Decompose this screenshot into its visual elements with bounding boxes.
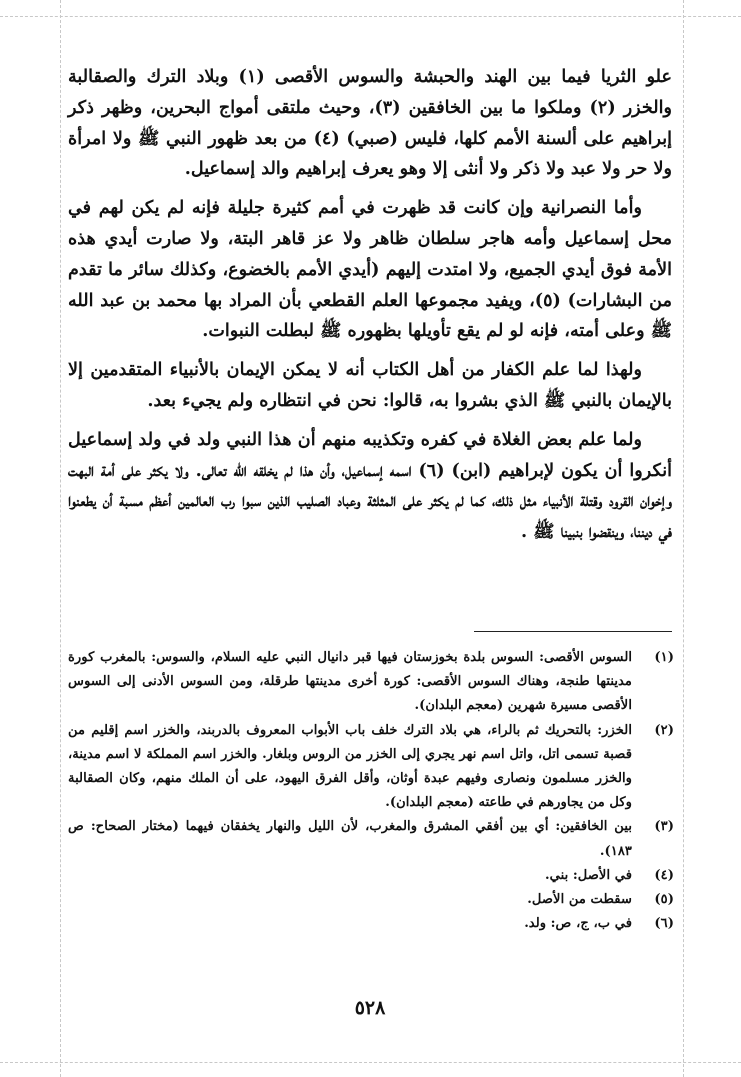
footnotes: [68, 646, 674, 936]
footnote-text: بين الخافقين: أي بين أفقي المشرق والمغرب، لأن الليل والنهار يخفقان فيهما (مختار الصحاح: ص ١٨٣).: [68, 819, 632, 859]
footnote-number: (٥): [654, 892, 674, 908]
footnote-item: [68, 719, 674, 816]
footnote-text: في ب، ج، ص: ولد.: [524, 916, 632, 932]
guide-line-bottom: [0, 1062, 741, 1063]
footnote-separator: [474, 631, 672, 632]
footnote-number: (٤): [654, 867, 674, 883]
guide-line-right: [683, 0, 684, 1077]
main-text: [68, 62, 672, 556]
footnote-item: [68, 864, 674, 888]
footnote-item: [68, 815, 674, 863]
footnote-item: [68, 888, 674, 912]
guide-line-top: [0, 16, 741, 17]
body-paragraph-2: وأما النصرانية وإن كانت قد ظهرت في أمم كثيرة جليلة فإنه لم يكن لهم في محل إسماعيل وأمه هاجر سلطان ظاهر ولا عز قاهر البتة، ولا صارت أيدي هذه الأمة فوق أيدي الجميع، ولا امتدت إليهم (أيدي الأمم بالخضوع، وكذلك سائر ما تقدم من البشارات) (٥)، ويفيد مجموعها العلم القطعي بأن المراد بها محمد بن عبد الله ﷺ وعلى أمته، فإنه لو لم يقع تأويلها بظهوره ﷺ لبطلت النبوات.: [68, 197, 672, 342]
body-paragraph-3: ولهذا لما علم الكفار من أهل الكتاب أنه لا يمكن الإيمان بالأنبياء المتقدمين إلا بالإيمان بالنبي ﷺ الذي بشروا به، قالوا: نحن في انتظاره ولم يجيء بعد.: [68, 359, 672, 411]
footnote-number: (٦): [654, 916, 674, 932]
footnote-item: [68, 646, 674, 719]
footnote-text: سقطت من الأصل.: [527, 892, 632, 908]
footnote-text: الخزر: بالتحريك ثم بالراء، هي بلاد الترك خلف باب الأبواب المعروف بالدربند، والخزر اسم إقليم من قصبة تسمى اتل، واتل اسم نهر يجري إلى الخزر من الروس وبلغار. والخزر اسم المملكة لا اسم مدينة، والخزر مسلمون ونصارى وفيهم عبدة أوثان، وأقل الفرق اليهود، على أن الملك منهم، وكان الصقالبة وكل من يجاورهم في طاعته (معجم البلدان).: [68, 722, 632, 811]
footnote-item: [68, 912, 674, 936]
footnote-text: في الأصل: بني.: [545, 867, 632, 883]
footnote-number: (١): [654, 650, 674, 665]
body-paragraph-4: ولما علم بعض الغلاة في كفره وتكذيبه منهم أن هذا النبي ولد في ولد إسماعيل أنكروا أن يكون لإبراهيم (ابن) (٦) اسمه إسماعيل، وأن هذا لم يخلقه الله تعالى. ولا يكثر على أمة البهت وإخوان القرود وقتلة الأنبياء مثل ذلك، كما لم يكثر على المثلثة وعباد الصليب الذين سبوا رب العالمين أعظم مسبة أن يطعنوا في ديننا، وينقضوا بنبينا ﷺ .: [68, 428, 672, 543]
footnote-number: (٢): [654, 722, 674, 738]
page-number: ٥٢٨: [354, 997, 386, 1019]
guide-line-left: [60, 0, 61, 1077]
footnote-number: (٣): [654, 819, 674, 835]
footnote-text: السوس الأقصى: السوس بلدة بخوزستان فيها قبر دانيال النبي عليه السلام، والسوس: بالمغرب كورة مدينتها طنجة، وهناك السوس الأقصى: كورة أخرى مدينتها طرقلة، ومن السوس الأدنى إلى السوس الأقصى مسيرة شهرين (معجم البلدان).: [68, 650, 632, 714]
body-paragraph-1: علو الثريا فيما بين الهند والحبشة والسوس الأقصى (١) وبلاد الترك والصقالبة والخزر (٢) وملكوا ما بين الخافقين (٣)، وحيث ملتقى أمواج البحرين، وظهر ذكر إبراهيم على ألسنة الأمم كلها، فليس (صبي) (٤) من بعد ظهور النبي ﷺ ولا امرأة ولا حر ولا عبد ولا ذكر ولا أنثى إلا وهو يعرف إبراهيم والد إسماعيل.: [68, 66, 673, 180]
